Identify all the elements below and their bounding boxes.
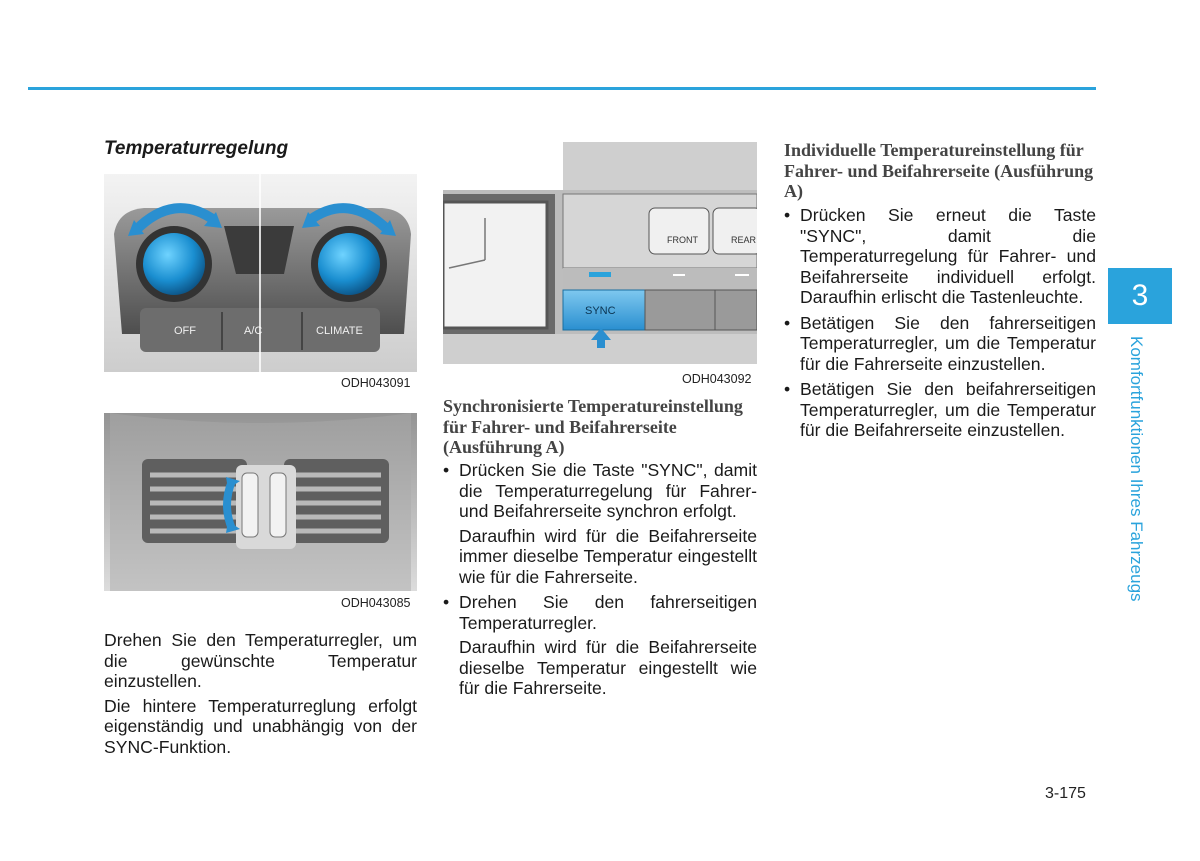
chapter-number-tab: 3 [1108,268,1172,324]
button-rear-label: REAR [731,235,757,245]
middle-body [443,460,757,704]
bullet-note: Daraufhin wird für die Beifahrerseite immer dieselbe Temperatur eingestellt wie für die Fahrerseite. [459,525,757,587]
list-item [443,460,757,587]
page-number: 3-175 [1045,785,1086,802]
rear-control-illustration [104,393,417,610]
bullet-text: • Drehen Sie den fahrerseitigen Temperaturregler. [459,592,757,633]
list-item [443,592,757,699]
button-front-label: FRONT [667,235,698,245]
button-sync-label: SYNC [585,305,616,317]
bullet-text: • Drücken Sie die Taste "SYNC", damit die Temperaturregelung für Fahrer- und Beifahrerseite synchron erfolgt. [459,460,757,521]
button-climate-label: CLIMATE [316,325,363,337]
chapter-title-text: Komfortfunktionen Ihres Fahrzeugs [1127,336,1146,602]
left-body [104,630,417,757]
figure-code-variant-a: ODH043092 [682,372,752,386]
header-rule [28,87,1096,90]
paragraph: Die hintere Temperaturreglung erfolgt eigenständig und unabhängig von der SYNC-Funktion. [104,695,417,757]
front-control-illustration [104,174,417,392]
figure-rear-climate-control [104,393,417,610]
figure-sync-button [443,142,757,390]
sync-heading: Synchronisierte Temperatureinstellung für Fahrer- und Beifahrerseite (Ausführung A) [443,396,743,457]
list-item: • Betätigen Sie den beifahrerseitigen Temperaturregler, um die Temperatur für die Beifahrerseite einzustellen. [784,379,1096,441]
chapter-title-vertical [1120,336,1150,616]
sync-bullet-list [443,460,757,699]
figure-code-front: ODH043091 [341,376,411,390]
sync-panel-illustration [443,142,757,390]
figure-code-rear: ODH043085 [341,596,411,610]
bullet-note: Daraufhin wird für die Beifahrerseite dieselbe Temperatur eingestellt wie für die Fahrerseite. [459,637,757,698]
list-item: • Betätigen Sie den fahrerseitigen Temperaturregler, um die Temperatur für die Fahrerseite einzustellen. [784,313,1096,375]
individual-bullet-list [784,205,1096,441]
individual-heading: Individuelle Temperatureinstellung für Fahrer- und Beifahrerseite (Ausführung A) [784,140,1094,201]
paragraph: Drehen Sie den Temperaturregler, um die gewünschte Temperatur einzustellen. [104,630,417,691]
button-off-label: OFF [174,325,196,337]
right-body [784,205,1096,446]
list-item: • Drücken Sie erneut die Taste "SYNC", damit die Temperaturregelung für Fahrer- und Beifahrerseite individuell erfolgt. Daraufhin erlischt die Tastenleuchte. [784,205,1096,308]
figure-front-climate-control [104,174,417,392]
button-ac-label: A/C [244,325,263,337]
section-title: Temperaturregelung [104,138,289,159]
